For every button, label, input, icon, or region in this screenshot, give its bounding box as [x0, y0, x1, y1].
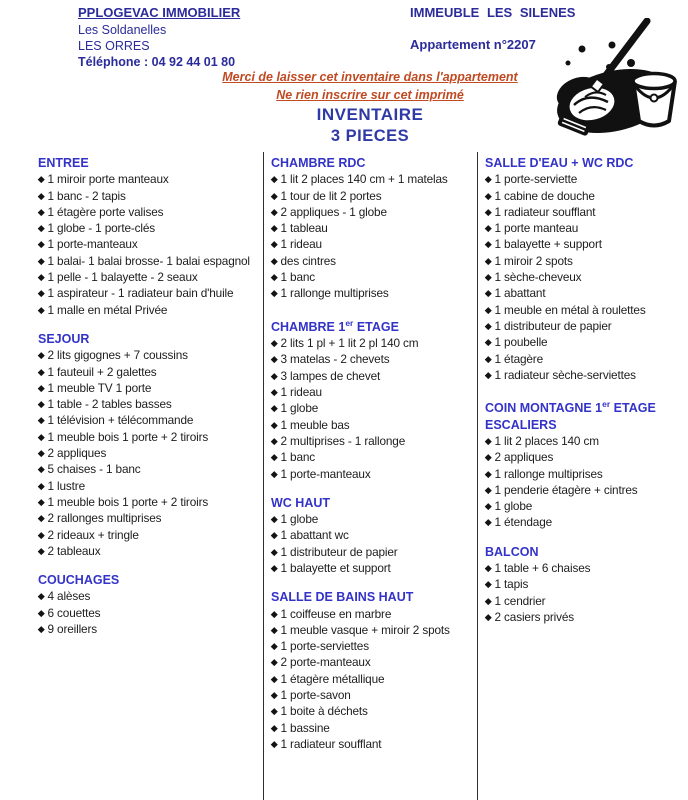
bullet-icon — [485, 176, 491, 182]
inventory-item — [485, 285, 686, 301]
cleaning-clipart-icon — [552, 18, 684, 142]
inventory-item-label: 1 balayette et support — [280, 560, 391, 575]
inventory-item — [271, 527, 475, 543]
bullet-icon — [38, 466, 44, 472]
inventory-item — [271, 433, 475, 449]
bullet-icon — [38, 450, 44, 456]
bullet-icon — [271, 532, 277, 538]
inventory-item — [271, 703, 475, 719]
inventory-item-label: 1 étagère porte valises — [47, 204, 164, 219]
bullet-icon — [485, 471, 491, 477]
building-name: IMMEUBLE LES SILENES — [410, 5, 576, 20]
inventory-item-label: 1 porte-serviette — [494, 172, 578, 187]
bullet-icon — [485, 242, 491, 248]
inventory-item — [485, 593, 686, 609]
bullet-icon — [271, 209, 277, 215]
inventory-item — [38, 412, 261, 428]
bullet-icon — [485, 503, 491, 509]
inventory-item-label: 1 abattant — [494, 286, 546, 301]
section-title: CHAMBRE RDC — [271, 156, 366, 170]
bullet-icon — [485, 290, 491, 296]
bullet-icon — [271, 725, 277, 731]
inventory-item — [271, 466, 475, 482]
inventory-item — [271, 417, 475, 433]
bullet-icon — [38, 593, 44, 599]
inventory-item — [485, 514, 686, 530]
inventory-item — [38, 588, 261, 604]
inventory-item — [271, 269, 475, 285]
inventory-item-label: 1 balayette + support — [494, 237, 602, 252]
inventory-item — [38, 494, 261, 510]
bullet-icon — [271, 225, 277, 231]
bullet-icon — [271, 627, 277, 633]
inventory-item — [38, 253, 261, 269]
inventory-item-label: 1 porte manteau — [494, 221, 579, 236]
inventory-item — [38, 605, 261, 621]
inventory-item-label: 1 porte-manteaux — [47, 237, 138, 252]
inventory-item-label: 1 pelle - 1 balayette - 2 seaux — [47, 270, 198, 285]
inventory-item-label: 1 télévision + télécommande — [47, 413, 194, 428]
section-title: ENTREE — [38, 156, 89, 170]
inventory-item-label: des cintres — [280, 253, 336, 268]
inventory-item-label: 5 chaises - 1 banc — [47, 462, 141, 477]
bullet-icon — [485, 274, 491, 280]
bullet-icon — [38, 274, 44, 280]
notice-line-2: Ne rien inscrire sur cet imprimé — [276, 88, 464, 102]
inventory-item — [485, 188, 686, 204]
inventory-item-label: 1 sèche-cheveux — [494, 270, 582, 285]
bullet-icon — [38, 401, 44, 407]
inventory-item-label: 1 lit 2 places 140 cm — [494, 433, 599, 448]
inventory-item-label: 1 globe - 1 porte-clés — [47, 221, 156, 236]
inventory-item — [485, 204, 686, 220]
inventory-item — [485, 236, 686, 252]
section-coin-montagne-1er-etage — [485, 396, 686, 531]
inventory-item — [271, 606, 475, 622]
bullet-icon — [271, 708, 277, 714]
bullet-icon — [38, 610, 44, 616]
bullet-icon — [271, 258, 277, 264]
bullet-icon — [485, 614, 491, 620]
inventory-item-label: 1 tapis — [494, 577, 529, 592]
inventory-item — [38, 429, 261, 445]
inventory-item-label: 1 distributeur de papier — [494, 318, 612, 333]
bullet-icon — [485, 193, 491, 199]
bullet-icon — [38, 515, 44, 521]
inventory-item — [485, 449, 686, 465]
section-couchages — [38, 572, 261, 637]
section-title: SEJOUR — [38, 331, 90, 346]
bullet-icon — [38, 193, 44, 199]
inventory-item — [271, 687, 475, 703]
inventory-item-label: 1 banc - 2 tapis — [47, 188, 126, 203]
bullet-icon — [485, 225, 491, 231]
inventory-item-label: 1 malle en métal Privée — [47, 302, 168, 317]
inventory-item-label: 1 balai- 1 balai brosse- 1 balai espagnol — [47, 253, 250, 268]
inventory-item-label: 1 rallonge multiprises — [280, 286, 389, 301]
inventory-column-1 — [0, 152, 263, 800]
inventory-item — [485, 302, 686, 318]
inventory-item — [485, 334, 686, 350]
inventory-item-label: 1 tableau — [280, 221, 328, 236]
inventory-item — [38, 621, 261, 637]
inventory-item-label: 1 coiffeuse en marbre — [280, 606, 392, 621]
section-salle-de-bains-haut — [271, 589, 475, 752]
inventory-item-label: 1 radiateur soufflant — [280, 736, 382, 751]
inventory-item — [271, 236, 475, 252]
inventory-item-label: 1 meuble bas — [280, 417, 350, 432]
bullet-icon — [38, 548, 44, 554]
inventory-item-label: 1 meuble en métal à roulettes — [494, 302, 646, 317]
inventory-item-label: 1 globe — [494, 499, 533, 514]
bullet-icon — [485, 323, 491, 329]
section-title: COIN MONTAGNE 1er ETAGE — [485, 399, 656, 416]
bullet-icon — [271, 549, 277, 555]
bullet-icon — [271, 692, 277, 698]
inventory-item — [38, 220, 261, 236]
bullet-icon — [485, 258, 491, 264]
inventory-item — [271, 204, 475, 220]
inventory-item — [485, 367, 686, 383]
inventory-item — [485, 482, 686, 498]
bullet-icon — [38, 369, 44, 375]
section-balcon — [485, 544, 686, 625]
bullet-icon — [271, 389, 277, 395]
document-subtitle: 3 PIECES — [330, 127, 410, 145]
inventory-item-label: 2 appliques — [494, 450, 554, 465]
bullet-icon — [38, 385, 44, 391]
section-entree — [38, 155, 261, 318]
bullet-icon — [271, 340, 277, 346]
inventory-item — [271, 654, 475, 670]
bullet-icon — [485, 454, 491, 460]
inventory-item-label: 4 alèses — [47, 589, 91, 604]
bullet-icon — [485, 307, 491, 313]
inventory-item — [271, 188, 475, 204]
section-title: CHAMBRE 1er ETAGE — [271, 317, 399, 334]
bullet-icon — [271, 422, 277, 428]
bullet-icon — [271, 611, 277, 617]
bullet-icon — [271, 660, 277, 666]
inventory-column-3 — [477, 152, 688, 800]
bullet-icon — [271, 741, 277, 747]
inventory-item — [271, 671, 475, 687]
inventory-item — [38, 478, 261, 494]
bullet-icon — [485, 519, 491, 525]
bullet-icon — [38, 499, 44, 505]
inventory-item-label: 1 cabine de douche — [494, 188, 595, 203]
bullet-icon — [271, 242, 277, 248]
inventory-item — [271, 736, 475, 752]
bullet-icon — [38, 626, 44, 632]
inventory-item-label: 1 meuble bois 1 porte + 2 tiroirs — [47, 494, 209, 509]
bullet-icon — [271, 193, 277, 199]
inventory-item-label: 1 porte-manteaux — [280, 466, 371, 481]
inventory-item — [271, 449, 475, 465]
inventory-item-label: 1 étendage — [494, 515, 553, 530]
inventory-item — [271, 171, 475, 187]
section-title: SALLE D'EAU + WC RDC — [485, 156, 634, 170]
inventory-item — [485, 498, 686, 514]
inventory-item — [271, 638, 475, 654]
inventory-item-label: 2 lits gigognes + 7 coussins — [47, 348, 188, 363]
bullet-icon — [38, 434, 44, 440]
inventory-item — [271, 351, 475, 367]
inventory-item — [271, 335, 475, 351]
section-title-line2: ESCALIERS — [485, 417, 557, 432]
bullet-icon — [485, 339, 491, 345]
bullet-icon — [38, 242, 44, 248]
inventory-item-label: 1 aspirateur - 1 radiateur bain d'huile — [47, 286, 234, 301]
inventory-item-label: 1 meuble TV 1 porte — [47, 380, 152, 395]
inventory-item — [38, 171, 261, 187]
inventory-item-label: 2 lits 1 pl + 1 lit 2 pl 140 cm — [280, 336, 419, 351]
bullet-icon — [38, 307, 44, 313]
inventory-item — [485, 318, 686, 334]
agency-city: LES ORRES — [78, 39, 150, 53]
bullet-icon — [271, 373, 277, 379]
inventory-item-label: 1 fauteuil + 2 galettes — [47, 364, 157, 379]
inventory-item-label: 1 meuble bois 1 porte + 2 tiroirs — [47, 429, 209, 444]
inventory-item — [38, 461, 261, 477]
inventory-item — [38, 347, 261, 363]
inventory-item-label: 1 étagère — [494, 351, 543, 366]
inventory-item — [271, 544, 475, 560]
bullet-icon — [485, 209, 491, 215]
bullet-icon — [271, 290, 277, 296]
bullet-icon — [38, 258, 44, 264]
inventory-item-label: 1 rideau — [280, 237, 322, 252]
bullet-icon — [485, 487, 491, 493]
bullet-icon — [485, 581, 491, 587]
inventory-item-label: 1 globe — [280, 512, 319, 527]
section-wc-haut — [271, 495, 475, 576]
bullet-icon — [485, 372, 491, 378]
section-chambre-1er-etage — [271, 315, 475, 482]
inventory-item-label: 1 porte-serviettes — [280, 639, 369, 654]
bullet-icon — [38, 418, 44, 424]
bullet-icon — [271, 454, 277, 460]
inventory-item — [38, 285, 261, 301]
bullet-icon — [271, 676, 277, 682]
inventory-item-label: 1 table - 2 tables basses — [47, 397, 172, 412]
inventory-item — [271, 400, 475, 416]
bullet-icon — [38, 176, 44, 182]
inventory-item — [38, 543, 261, 559]
inventory-item-label: 1 boite à déchets — [280, 704, 368, 719]
section-title: BALCON — [485, 544, 539, 559]
inventory-item-label: 2 casiers privés — [494, 609, 575, 624]
inventory-item-label: 1 radiateur sèche-serviettes — [494, 367, 636, 382]
bullet-icon — [271, 438, 277, 444]
document-title: INVENTAIRE — [316, 105, 424, 124]
inventory-item — [271, 368, 475, 384]
inventory-item-label: 2 appliques - 1 globe — [280, 204, 387, 219]
inventory-item — [271, 720, 475, 736]
inventory-item — [38, 527, 261, 543]
inventory-item-label: 1 banc — [280, 270, 316, 285]
inventory-item-label: 1 lit 2 places 140 cm + 1 matelas — [280, 172, 448, 187]
inventory-item — [38, 510, 261, 526]
bullet-icon — [38, 352, 44, 358]
inventory-item — [38, 445, 261, 461]
inventory-item-label: 1 cendrier — [494, 593, 546, 608]
inventory-item-label: 1 distributeur de papier — [280, 544, 398, 559]
inventory-item — [38, 188, 261, 204]
bullet-icon — [38, 225, 44, 231]
bullet-icon — [38, 483, 44, 489]
inventory-item-label: 1 lustre — [47, 478, 85, 493]
inventory-item-label: 1 bassine — [280, 720, 330, 735]
inventory-item-label: 1 globe — [280, 401, 319, 416]
inventory-column-2 — [263, 152, 477, 800]
inventory-item-label: 9 oreillers — [47, 622, 97, 637]
inventory-item-label: 1 radiateur soufflant — [494, 204, 596, 219]
inventory-item-label: 2 rideaux + tringle — [47, 527, 139, 542]
inventory-item — [271, 384, 475, 400]
inventory-item — [38, 236, 261, 252]
inventory-item — [485, 220, 686, 236]
inventory-item-label: 1 abattant wc — [280, 528, 349, 543]
inventory-item-label: 1 rallonge multiprises — [494, 466, 603, 481]
inventory-item-label: 2 tableaux — [47, 543, 101, 558]
notice-line-1: Merci de laisser cet inventaire dans l'appartement — [222, 70, 518, 84]
inventory-item-label: 1 banc — [280, 450, 316, 465]
inventory-item-label: 3 matelas - 2 chevets — [280, 352, 390, 367]
inventory-item-label: 1 poubelle — [494, 335, 548, 350]
inventory-item — [271, 560, 475, 576]
bullet-icon — [485, 356, 491, 362]
inventory-item — [485, 433, 686, 449]
section-title: COUCHAGES — [38, 573, 120, 588]
section-chambre-rdc — [271, 155, 475, 302]
inventory-item-label: 1 table + 6 chaises — [494, 560, 591, 575]
inventory-item — [38, 204, 261, 220]
inventory-item-label: 3 lampes de chevet — [280, 368, 381, 383]
inventory-item-label: 2 porte-manteaux — [280, 655, 371, 670]
agency-name: PPLOGEVAC IMMOBILIER — [78, 5, 241, 20]
inventory-item-label: 1 étagère métallique — [280, 671, 385, 686]
inventory-item — [485, 351, 686, 367]
inventory-item-label: 1 penderie étagère + cintres — [494, 482, 638, 497]
section-sejour — [38, 331, 261, 559]
inventory-item — [485, 609, 686, 625]
inventory-item — [271, 220, 475, 236]
inventory-item — [485, 253, 686, 269]
inventory-item-label: 2 multiprises - 1 rallonge — [280, 433, 406, 448]
section-salle-d-eau-wc-rdc — [485, 155, 686, 383]
apartment-number: Appartement n°2207 — [410, 37, 536, 52]
inventory-item — [485, 269, 686, 285]
bullet-icon — [485, 438, 491, 444]
bullet-icon — [485, 565, 491, 571]
inventory-item — [38, 302, 261, 318]
bullet-icon — [271, 356, 277, 362]
bullet-icon — [271, 565, 277, 571]
inventory-item — [38, 396, 261, 412]
inventory-item-label: 2 rallonges multiprises — [47, 511, 162, 526]
bullet-icon — [38, 209, 44, 215]
inventory-item — [485, 576, 686, 592]
section-title: WC HAUT — [271, 495, 331, 510]
inventory-item — [485, 560, 686, 576]
bullet-icon — [38, 290, 44, 296]
inventory-item — [38, 269, 261, 285]
inventory-item-label: 1 tour de lit 2 portes — [280, 188, 382, 203]
inventory-item — [485, 466, 686, 482]
inventory-item-label: 1 rideau — [280, 385, 322, 400]
bullet-icon — [271, 274, 277, 280]
inventory-item-label: 1 miroir porte manteaux — [47, 172, 169, 187]
bullet-icon — [271, 176, 277, 182]
inventory-item-label: 2 appliques — [47, 446, 107, 461]
bullet-icon — [271, 471, 277, 477]
inventory-item — [271, 285, 475, 301]
inventory-item-label: 6 couettes — [47, 605, 101, 620]
bullet-icon — [271, 516, 277, 522]
inventory-item-label: 1 porte-savon — [280, 688, 351, 703]
inventory-item — [485, 171, 686, 187]
inventory-item-label: 1 meuble vasque + miroir 2 spots — [280, 622, 450, 637]
bullet-icon — [271, 643, 277, 649]
inventory-item — [38, 380, 261, 396]
bullet-icon — [38, 532, 44, 538]
bullet-icon — [485, 598, 491, 604]
inventory-item-label: 1 miroir 2 spots — [494, 253, 573, 268]
section-title: SALLE DE BAINS HAUT — [271, 590, 414, 605]
inventory-item — [271, 253, 475, 269]
inventory-item — [271, 511, 475, 527]
inventory-columns — [0, 152, 688, 800]
inventory-item — [38, 364, 261, 380]
inventory-item — [271, 622, 475, 638]
agency-residence: Les Soldanelles — [78, 23, 167, 37]
agency-phone: Téléphone : 04 92 44 01 80 — [78, 55, 236, 69]
bullet-icon — [271, 405, 277, 411]
